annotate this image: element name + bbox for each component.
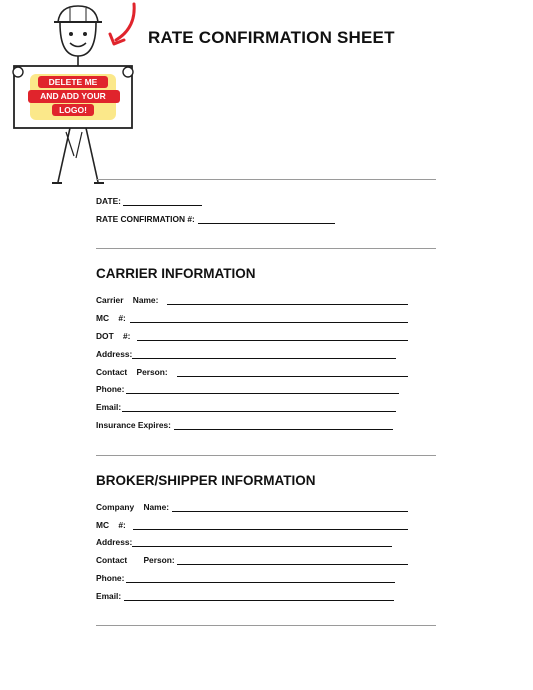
divider — [96, 455, 436, 456]
insurance-expires-label: Insurance Expires: — [96, 420, 174, 430]
carrier-mc-label: MC #: — [96, 313, 126, 323]
broker-email-label: Email: — [96, 591, 124, 601]
divider — [96, 248, 436, 249]
carrier-contact-label: Contact Person: — [96, 367, 177, 377]
carrier-name-label: Carrier Name: — [96, 295, 166, 305]
company-name-field[interactable] — [172, 511, 408, 512]
broker-mc-label: MC #: — [96, 520, 133, 530]
date-field[interactable] — [123, 205, 202, 206]
carrier-mc-field[interactable] — [130, 322, 408, 323]
broker-phone-label: Phone: — [96, 573, 125, 583]
carrier-dot-label: DOT #: — [96, 331, 140, 341]
carrier-name-field[interactable] — [167, 304, 408, 305]
divider — [96, 625, 436, 626]
logo-text-line2: AND ADD YOUR — [40, 91, 106, 101]
broker-mc-field[interactable] — [133, 529, 408, 530]
arrow-icon — [104, 0, 144, 50]
broker-contact-field[interactable] — [177, 564, 408, 565]
carrier-email-label: Email: — [96, 402, 122, 412]
carrier-phone-field[interactable] — [126, 393, 399, 394]
carrier-phone-label: Phone: — [96, 384, 125, 394]
divider — [96, 179, 436, 180]
carrier-address-label: Address: — [96, 349, 133, 359]
logo-text-line3: LOGO! — [59, 105, 87, 115]
logo-text-line1: DELETE ME — [48, 77, 98, 87]
company-name-label: Company Name: — [96, 502, 170, 512]
broker-email-field[interactable] — [124, 600, 394, 601]
carrier-address-field[interactable] — [132, 358, 396, 359]
broker-address-field[interactable] — [132, 546, 392, 547]
date-label: DATE: — [96, 196, 124, 206]
carrier-contact-field[interactable] — [177, 376, 408, 377]
insurance-expires-field[interactable] — [174, 429, 393, 430]
rate-confirmation-number-field[interactable] — [198, 223, 335, 224]
broker-section-heading: BROKER/SHIPPER INFORMATION — [96, 473, 316, 488]
broker-phone-field[interactable] — [126, 582, 395, 583]
carrier-section-heading: CARRIER INFORMATION — [96, 266, 256, 281]
rate-confirmation-number-label: RATE CONFIRMATION #: — [96, 214, 198, 224]
broker-address-label: Address: — [96, 537, 133, 547]
carrier-dot-field[interactable] — [137, 340, 408, 341]
page-title: RATE CONFIRMATION SHEET — [148, 28, 395, 47]
broker-contact-label: Contact Person: — [96, 555, 175, 565]
carrier-email-field[interactable] — [122, 411, 396, 412]
